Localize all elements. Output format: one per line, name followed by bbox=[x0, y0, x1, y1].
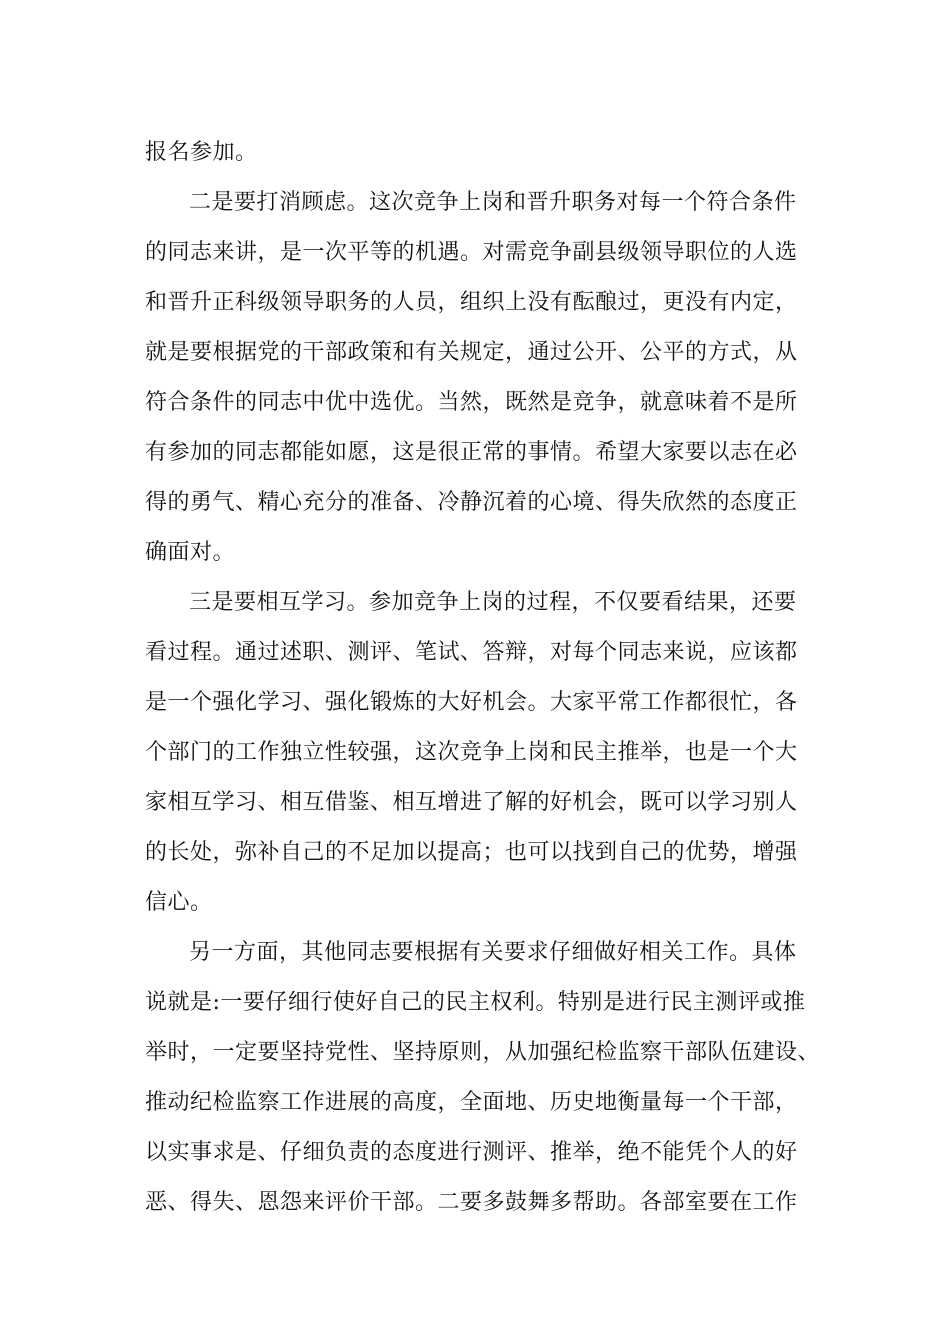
text-line: 符合条件的同志中优中选优。当然，既然是竞争，就意味着不是所 bbox=[145, 390, 798, 415]
text-line: 信心。 bbox=[145, 890, 213, 915]
text-line: 的同志来讲，是一次平等的机遇。对需竞争副县级领导职位的人选 bbox=[145, 240, 798, 265]
body-text bbox=[145, 128, 821, 1228]
text-line: 就是要根据党的干部政策和有关规定，通过公开、公平的方式，从 bbox=[145, 340, 798, 365]
text-line: 看过程。通过述职、测评、笔试、答辩，对每个同志来说，应该都 bbox=[145, 640, 798, 665]
text-line: 另一方面，其他同志要根据有关要求仔细做好相关工作。具体 bbox=[189, 940, 797, 965]
text-line: 三是要相互学习。参加竞争上岗的过程，不仅要看结果，还要 bbox=[189, 590, 797, 615]
text-line: 恶、得失、恩怨来评价干部。二要多鼓舞多帮助。各部室要在工作 bbox=[145, 1190, 798, 1215]
text-line: 家相互学习、相互借鉴、相互增进了解的好机会，既可以学习别人 bbox=[145, 790, 798, 815]
text-line: 以实事求是、仔细负责的态度进行测评、推举，绝不能凭个人的好 bbox=[145, 1140, 798, 1165]
text-line: 个部门的工作独立性较强，这次竞争上岗和民主推举，也是一个大 bbox=[145, 740, 798, 765]
text-line: 说就是:一要仔细行使好自己的民主权利。特别是进行民主测评或推 bbox=[145, 990, 806, 1015]
text-line: 和晋升正科级领导职务的人员，组织上没有酝酿过，更没有内定， bbox=[145, 290, 798, 315]
text-line: 的长处，弥补自己的不足加以提高；也可以找到自己的优势，增强 bbox=[145, 840, 798, 865]
text-line: 推动纪检监察工作进展的高度，全面地、历史地衡量每一个干部， bbox=[145, 1090, 798, 1115]
text-line: 报名参加。 bbox=[145, 140, 258, 165]
text-line: 有参加的同志都能如愿，这是很正常的事情。希望大家要以志在必 bbox=[145, 440, 798, 465]
text-line: 举时，一定要坚持党性、坚持原则，从加强纪检监察干部队伍建设、 bbox=[145, 1040, 821, 1065]
text-line: 二是要打消顾虑。这次竞争上岗和晋升职务对每一个符合条件 bbox=[189, 190, 797, 215]
text-line: 确面对。 bbox=[145, 540, 236, 565]
text-line: 得的勇气、精心充分的准备、冷静沉着的心境、得失欣然的态度正 bbox=[145, 490, 798, 515]
text-line: 是一个强化学习、强化锻炼的大好机会。大家平常工作都很忙，各 bbox=[145, 690, 798, 715]
